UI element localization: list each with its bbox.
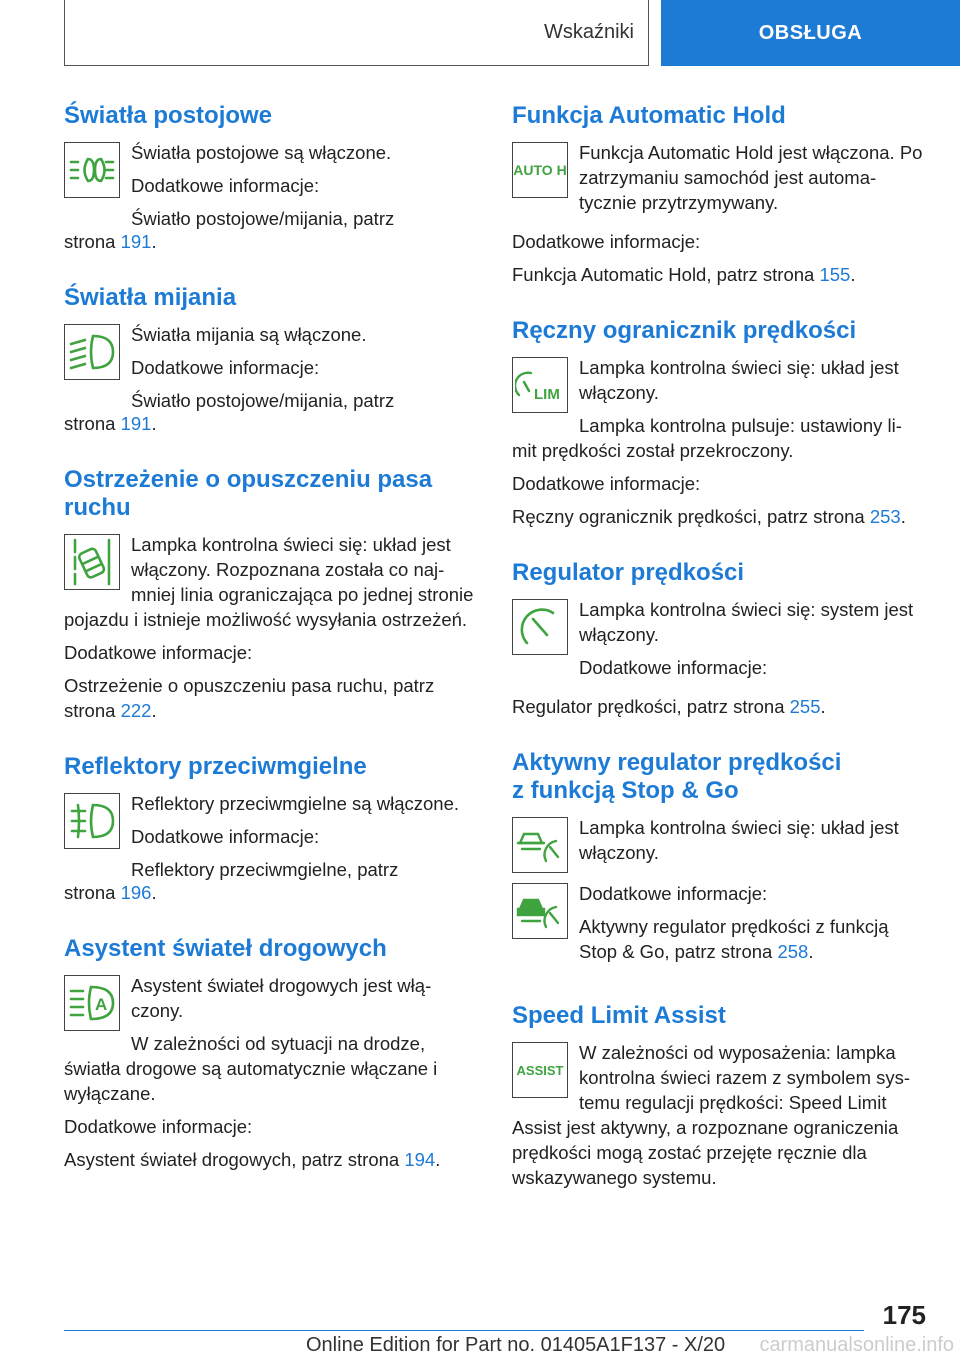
chapter-tab — [661, 0, 960, 66]
body-text: Dodatkowe informacje: — [131, 175, 320, 196]
body-text: Światła postojowe są włączone. — [131, 142, 392, 163]
body-text: Reflektory przeciwmgielne są włączone. — [131, 793, 459, 814]
left-column — [64, 102, 480, 1202]
page-link[interactable]: 194 — [404, 1149, 436, 1170]
svg-text:A: A — [95, 995, 108, 1014]
reference-line: Funkcja Automatic Hold, patrz strona 155. — [512, 264, 856, 285]
section-title: Światła postojowe — [64, 102, 273, 129]
body-text: W zależności od wyposażenia: lampka kontrolna świeci razem z symbolem sys-temu regulacji prędkości: Speed Limit — [579, 1042, 911, 1113]
section-label: Wskaźniki — [543, 21, 634, 43]
speed-limiter-icon — [512, 357, 568, 413]
body-text: Dodatkowe informacje: — [579, 657, 768, 678]
high-beam-assistant-icon — [64, 975, 120, 1031]
reference-line: strona 191. — [64, 231, 157, 252]
body-text: Światła mijania są włączone. — [131, 324, 367, 345]
body-text: Lampka kontrolna pulsuje: ustawiony li- — [579, 415, 902, 436]
section-title: Funkcja Automatic Hold — [512, 102, 786, 129]
section-title: Ręczny ogranicznik prędkości — [512, 317, 857, 344]
reference-line: strona 191. — [64, 413, 157, 434]
body-text: Asystent świateł drogowych jest włą-czony. — [131, 975, 432, 1021]
body-text: pojazdu i istnieje możliwość wysyłania ostrzeżeń. — [64, 609, 468, 630]
page-header — [64, 0, 960, 66]
body-text: Lampka kontrolna świeci się: system jest włączony. — [579, 599, 914, 645]
edition-text: Online Edition for Part no. 01405A1F137 - X/20 — [306, 1334, 726, 1356]
page-link[interactable]: 196 — [120, 882, 152, 903]
body-text: mit prędkości został przekroczony. — [512, 440, 794, 461]
body-text: Dodatkowe informacje: — [64, 1116, 253, 1137]
section-title: Światła mijania — [64, 284, 237, 311]
reference-line: strona 222. — [64, 700, 157, 721]
section-auto-hold — [512, 102, 928, 287]
body-text: Dodatkowe informacje: — [512, 473, 701, 494]
body-text: światła drogowe są automatycznie włączane i wyłączane. — [64, 1058, 438, 1104]
section-title: Regulator prędkości — [512, 559, 745, 586]
body-text: Ostrzeżenie o opuszczeniu pasa ruchu, patrz — [64, 675, 435, 696]
section-fog-lights — [64, 753, 480, 905]
reference-line: strona 196. — [64, 882, 157, 903]
watermark: carmanualsonline.info — [759, 1334, 954, 1356]
section-title: Aktywny regulator prędkości z funkcją Stop & Go — [512, 749, 842, 804]
section-speed-limit-assist — [512, 1002, 928, 1190]
body-text: Dodatkowe informacje: — [512, 231, 701, 252]
body-text: Funkcja Automatic Hold jest włączona. Po zatrzymaniu samochód jest automa-tycznie przytrzymywany. — [579, 142, 923, 213]
auto-hold-icon: AUTO H — [512, 142, 568, 198]
body-text: Lampka kontrolna świeci się: układ jest włączony. — [579, 357, 899, 403]
body-text: Lampka kontrolna świeci się: układ jest włączony. — [579, 817, 899, 863]
page-link[interactable]: 258 — [777, 941, 809, 962]
section-lane-departure — [64, 466, 480, 723]
reference-line: Ręczny ogranicznik prędkości, patrz strona 253. — [512, 506, 906, 527]
cruise-control-icon — [512, 599, 568, 655]
body-text: Dodatkowe informacje: — [64, 642, 253, 663]
reference-line: Regulator prędkości, patrz strona 255. — [512, 696, 826, 717]
svg-text:LIM: LIM — [534, 386, 560, 403]
section-parking-lights — [64, 102, 480, 254]
footer-divider — [64, 1330, 864, 1331]
section-title: Reflektory przeciwmgielne — [64, 753, 367, 780]
page-link[interactable]: 191 — [120, 231, 152, 252]
page-link[interactable]: 255 — [789, 696, 821, 717]
section-active-cruise-control — [512, 749, 928, 972]
body-text: Dodatkowe informacje: — [131, 826, 320, 847]
body-text: Lampka kontrolna świeci się: układ jest włączony. Rozpoznana została co naj-mniej linia ograniczająca po jednej stronie — [131, 534, 474, 605]
page-link[interactable]: 222 — [120, 700, 152, 721]
parking-light-icon — [64, 142, 120, 198]
section-tab — [64, 0, 649, 66]
acc-filled-icon — [512, 883, 568, 939]
body-text: Dodatkowe informacje: — [131, 357, 320, 378]
section-title: Speed Limit Assist — [512, 1002, 726, 1029]
body-text: W zależności od sytuacji na drodze, — [131, 1033, 426, 1054]
right-column — [512, 102, 928, 1220]
page-link[interactable]: 253 — [869, 506, 901, 527]
acc-outline-icon — [512, 817, 568, 873]
page-number: 175 — [882, 1300, 926, 1330]
body-text: Światło postojowe/mijania, patrz — [131, 208, 395, 229]
section-high-beam-assistant — [64, 935, 480, 1172]
body-text: Dodatkowe informacje: — [579, 883, 768, 904]
body-text: Assist jest aktywny, a rozpoznane ograniczenia prędkości mogą zostać przejęte ręcznie dla wskazywanego systemu. — [512, 1117, 899, 1188]
reference-line: Asystent świateł drogowych, patrz strona 194. — [64, 1149, 441, 1170]
chapter-label: OBSŁUGA — [758, 21, 863, 44]
section-low-beam — [64, 284, 480, 436]
page-link[interactable]: 191 — [120, 413, 152, 434]
reference-line: Aktywny regulator prędkości z funkcją Stop & Go, patrz strona 258. — [579, 916, 889, 962]
body-text: Światło postojowe/mijania, patrz — [131, 390, 395, 411]
fog-light-icon — [64, 793, 120, 849]
section-title: Asystent świateł drogowych — [64, 935, 387, 962]
section-speed-limiter — [512, 317, 928, 529]
section-cruise-control — [512, 559, 928, 719]
page-link[interactable]: 155 — [819, 264, 851, 285]
body-text: Reflektory przeciwmgielne, patrz — [131, 859, 399, 880]
low-beam-icon — [64, 324, 120, 380]
section-title: Ostrzeżenie o opuszczeniu pasa ruchu — [64, 466, 433, 521]
speed-limit-assist-icon: ASSIST — [512, 1042, 568, 1098]
lane-departure-icon — [64, 534, 120, 590]
